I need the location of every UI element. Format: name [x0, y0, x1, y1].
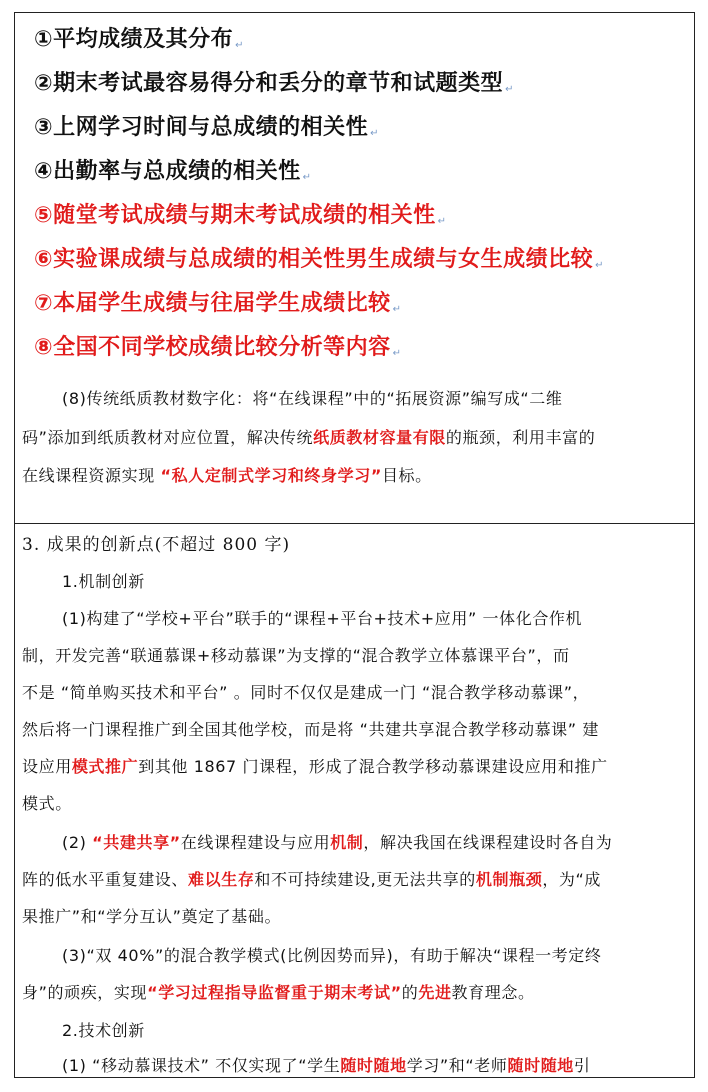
paragraph-mark-icon: ↵	[437, 216, 447, 227]
highlight-text: 随时随地	[340, 1056, 407, 1075]
paragraph-line	[22, 425, 595, 448]
text-run: 的	[401, 983, 419, 1002]
highlight-text: 机制	[330, 833, 364, 852]
table-row-divider	[14, 523, 695, 524]
text-run: 设应用	[22, 757, 72, 776]
paragraph-line: 模式。	[22, 794, 72, 813]
list-item-text: ⑤随堂考试成绩与期末考试成绩的相关性	[34, 203, 436, 228]
list-item	[34, 110, 379, 141]
text-run: (8)传统纸质教材数字化：将“在线课程”中的“拓展资源”编写成“二维	[62, 389, 563, 408]
subsection-heading: 2.技术创新	[62, 1021, 145, 1040]
section-heading: 3. 成果的创新点(不超过 800 字)	[22, 535, 291, 555]
list-item-text: ①平均成绩及其分布	[34, 27, 234, 52]
text-run: 身”的顽疾，实现	[22, 983, 148, 1002]
list-item	[34, 154, 312, 185]
paragraph-mark-icon: ↵	[302, 172, 312, 183]
paragraph-mark-icon: ↵	[392, 304, 402, 315]
text-run: 在线课程建设与应用	[180, 833, 331, 852]
text-run: (2)	[62, 833, 93, 852]
text-run: 码”添加到纸质教材对应位置，解决传统	[22, 428, 314, 447]
paragraph-mark-icon: ↵	[505, 84, 515, 95]
paragraph-mark-icon: ↵	[595, 260, 605, 271]
text-run: 教育理念。	[451, 983, 535, 1002]
list-item-text: ⑦本届学生成绩与往届学生成绩比较	[34, 291, 391, 316]
paragraph-mark-icon: ↵	[370, 128, 380, 139]
list-item-text: ③上网学习时间与总成绩的相关性	[34, 115, 369, 140]
paragraph-line: 果推广”和“学分互认”奠定了基础。	[22, 907, 282, 926]
paragraph-line: (3)“双 40%”的混合教学模式(比例因势而异)，有助于解决“课程一考定终	[62, 946, 602, 965]
paragraph-line	[62, 830, 612, 853]
list-item	[34, 198, 447, 229]
paragraph-line: 不是 “简单购买技术和平台” 。同时不仅仅是建成一门 “混合教学移动慕课”，	[22, 683, 590, 702]
text-run: 和不可持续建设,更无法共享的	[254, 870, 476, 889]
text-run: (1) “移动慕课技术” 不仅实现了“学生	[62, 1056, 341, 1075]
paragraph-line	[22, 463, 432, 486]
highlight-text: 先进	[418, 983, 452, 1002]
list-item	[34, 286, 402, 317]
highlight-text: 随时随地	[507, 1056, 574, 1075]
text-run: 目标。	[381, 466, 432, 485]
text-run: 阵的低水平重复建设、	[22, 870, 189, 889]
text-run: ，为“成	[542, 870, 602, 889]
list-item-text: ⑥实验课成绩与总成绩的相关性男生成绩与女生成绩比较	[34, 247, 594, 272]
text-run: 到其他 1867 门课程，形成了混合教学移动慕课建设应用和推广	[138, 757, 608, 776]
paragraph-line: 制，开发完善“联通慕课+移动慕课”为支撑的“混合教学立体慕课平台”，而	[22, 646, 570, 665]
list-item-text: ⑧全国不同学校成绩比较分析等内容	[34, 335, 391, 360]
paragraph-mark-icon: ↵	[235, 40, 245, 51]
highlight-text: “学习过程指导监督重于期末考试”	[147, 983, 402, 1002]
highlight-text: “共建共享”	[92, 833, 181, 852]
list-item	[34, 242, 604, 273]
text-run: ，解决我国在线课程建设时各自为	[363, 833, 613, 852]
highlight-text: 机制瓶颈	[475, 870, 543, 889]
paragraph-line	[62, 1053, 591, 1076]
list-item	[34, 22, 244, 53]
highlight-text: 模式推广	[71, 757, 139, 776]
list-item-text: ②期末考试最容易得分和丢分的章节和试题类型	[34, 71, 504, 96]
paragraph-line	[22, 754, 608, 777]
list-item	[34, 66, 514, 97]
paragraph-mark-icon: ↵	[392, 348, 402, 359]
text-run: 在线课程资源实现	[22, 466, 161, 485]
list-item	[34, 330, 402, 361]
paragraph-line: 然后将一门课程推广到全国其他学校，而是将 “共建共享混合教学移动慕课” 建	[22, 720, 599, 739]
subsection-heading: 1.机制创新	[62, 572, 145, 591]
paragraph-line	[22, 980, 535, 1003]
text-run: 的瓶颈，利用丰富的	[445, 428, 596, 447]
list-item-text: ④出勤率与总成绩的相关性	[34, 159, 301, 184]
paragraph-line	[22, 867, 601, 890]
paragraph-line	[62, 386, 563, 409]
highlight-text: “私人定制式学习和终身学习”	[160, 466, 382, 485]
paragraph-line: (1)构建了“学校+平台”联手的“课程+平台+技术+应用” 一体化合作机	[62, 609, 583, 628]
text-run: 学习”和“老师	[406, 1056, 508, 1075]
highlight-text: 难以生存	[188, 870, 255, 889]
text-run: 引	[573, 1056, 591, 1075]
highlight-text: 纸质教材容量有限	[313, 428, 446, 447]
